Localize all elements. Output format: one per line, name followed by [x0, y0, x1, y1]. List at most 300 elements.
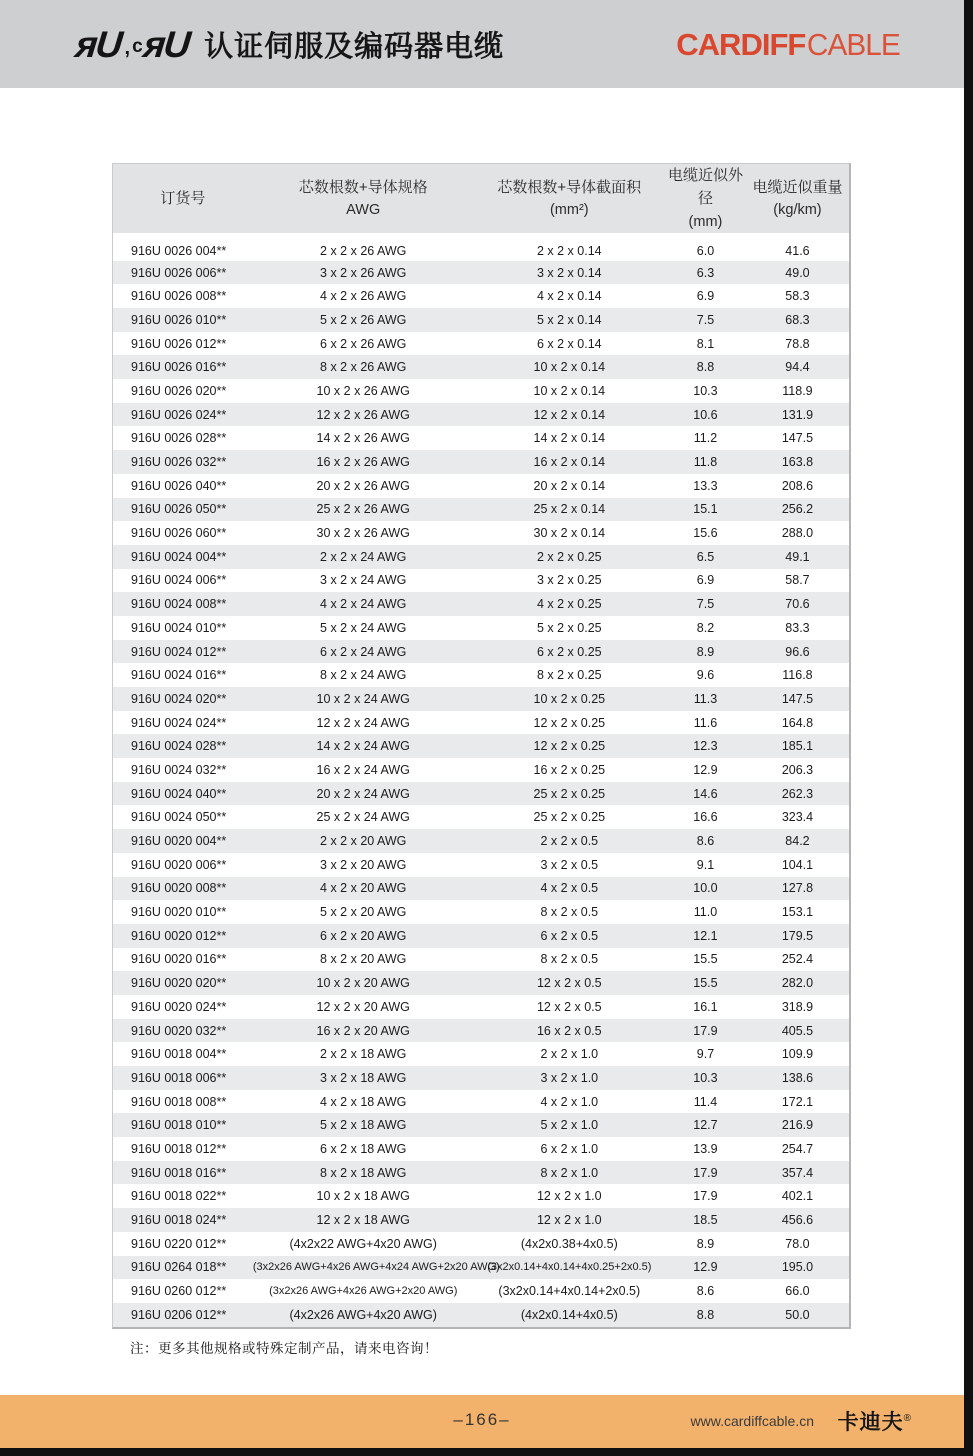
- table-cell: 916U 0018 010**: [131, 1118, 227, 1133]
- table-row: [113, 782, 849, 806]
- scan-edge-right: [964, 0, 973, 1456]
- table-cell: 16 x 2 x 0.25: [533, 762, 606, 777]
- table-cell: (4x2x22 AWG+4x20 AWG): [289, 1236, 437, 1251]
- brand-logo-cardiff: CARDIFF: [676, 26, 806, 62]
- table-cell: 12.9: [693, 762, 718, 777]
- table-row: [113, 355, 849, 379]
- table-cell: 2 x 2 x 0.25: [536, 549, 602, 564]
- table-cell: 8.9: [696, 1236, 715, 1251]
- table-row: [113, 545, 849, 569]
- table-cell: 256.2: [781, 502, 814, 517]
- table-cell: 147.5: [781, 431, 814, 446]
- table-row: [113, 1256, 849, 1280]
- column-header-outer-diameter: [665, 164, 746, 237]
- table-cell: 15.5: [693, 976, 718, 991]
- table-cell: 2 x 2 x 24 AWG: [320, 549, 407, 564]
- table-cell: 30 x 2 x 0.14: [533, 526, 606, 541]
- column-header-label: 芯数根数+导体规格: [298, 178, 428, 196]
- column-header-weight: [746, 164, 849, 237]
- table-cell: 10 x 2 x 0.25: [533, 691, 606, 706]
- table-cell: 11.2: [693, 431, 718, 446]
- ul-separator: ,: [124, 36, 131, 59]
- table-cell: 138.6: [781, 1070, 814, 1085]
- table-row: [113, 474, 849, 498]
- table-row: [113, 569, 849, 593]
- table-cell: 8.8: [696, 360, 715, 375]
- table-cell: 14 x 2 x 0.14: [533, 431, 606, 446]
- column-header-label: 电缆近似重量: [752, 178, 843, 196]
- table-cell: 916U 0020 016**: [131, 952, 227, 967]
- table-cell: 10.0: [693, 881, 718, 896]
- table-cell: 402.1: [781, 1189, 814, 1204]
- table-row: [113, 379, 849, 403]
- table-cell: 17.9: [693, 1189, 718, 1204]
- column-header-sublabel: (mm): [688, 213, 723, 230]
- table-cell: 78.8: [785, 336, 810, 351]
- table-cell: 131.9: [781, 407, 814, 422]
- table-cell: 916U 0018 012**: [131, 1141, 227, 1156]
- table-cell: 5 x 2 x 0.14: [536, 312, 602, 327]
- table-cell: 5 x 2 x 20 AWG: [320, 905, 407, 920]
- table-cell: 8 x 2 x 18 AWG: [320, 1165, 407, 1180]
- table-cell: 164.8: [781, 715, 814, 730]
- table-cell: 179.5: [781, 928, 814, 943]
- table-cell: 30 x 2 x 26 AWG: [316, 526, 410, 541]
- table-cell: 20 x 2 x 26 AWG: [316, 478, 410, 493]
- table-cell: 50.0: [785, 1307, 810, 1322]
- table-cell: 25 x 2 x 0.25: [533, 786, 606, 801]
- table-cell: 916U 0264 018**: [131, 1260, 227, 1275]
- table-cell: 8 x 2 x 24 AWG: [320, 668, 407, 683]
- table-cell: 25 x 2 x 24 AWG: [316, 810, 410, 825]
- table-cell: 96.6: [785, 644, 810, 659]
- table-cell: 7.5: [696, 312, 715, 327]
- table-cell: 262.3: [781, 786, 814, 801]
- table-row: [113, 805, 849, 829]
- table-row: [113, 261, 849, 285]
- table-cell: 16 x 2 x 24 AWG: [316, 762, 410, 777]
- column-header-sublabel: (mm²): [549, 201, 589, 218]
- table-cell: 15.1: [693, 502, 718, 517]
- table-cell: 916U 0018 016**: [131, 1165, 227, 1180]
- table-cell: 25 x 2 x 26 AWG: [316, 502, 410, 517]
- table-cell: 12 x 2 x 26 AWG: [316, 407, 410, 422]
- table-cell: 2 x 2 x 26 AWG: [320, 243, 407, 258]
- table-cell: 14.6: [693, 786, 718, 801]
- table-cell: 16 x 2 x 0.5: [536, 1023, 602, 1038]
- table-cell: 3 x 2 x 18 AWG: [320, 1070, 407, 1085]
- table-cell: 127.8: [781, 881, 814, 896]
- table-cell: 18.5: [693, 1213, 718, 1227]
- table-cell: 10 x 2 x 18 AWG: [316, 1189, 410, 1204]
- table-cell: 41.6: [785, 243, 810, 258]
- table-cell: 11.4: [693, 1094, 718, 1109]
- table-cell: 916U 0024 006**: [131, 573, 227, 588]
- table-row: [113, 663, 849, 687]
- table-cell: 916U 0220 012**: [131, 1236, 227, 1251]
- table-cell: 3 x 2 x 0.14: [536, 265, 602, 280]
- table-cell: 16 x 2 x 0.14: [533, 455, 606, 469]
- column-header-label: 订货号: [160, 189, 206, 207]
- table-cell: 6 x 2 x 0.25: [536, 644, 602, 659]
- table-cell: 916U 0018 024**: [131, 1213, 227, 1227]
- page-footer: [0, 1395, 964, 1448]
- table-cell: 5 x 2 x 26 AWG: [320, 312, 407, 327]
- table-cell: 6.3: [696, 265, 715, 280]
- table-cell: 10 x 2 x 24 AWG: [316, 691, 410, 706]
- column-header-sublabel: (kg/km): [773, 201, 822, 218]
- table-cell: 916U 0020 010**: [131, 905, 227, 920]
- table-cell: 916U 0020 012**: [131, 928, 227, 943]
- table-cell: 12 x 2 x 18 AWG: [316, 1213, 410, 1227]
- table-cell: 16 x 2 x 26 AWG: [316, 455, 410, 469]
- table-cell: 282.0: [781, 976, 814, 991]
- table-cell: 12 x 2 x 0.5: [536, 999, 602, 1014]
- table-row: [113, 995, 849, 1019]
- table-cell: 8 x 2 x 1.0: [540, 1165, 599, 1180]
- table-cell: (4x2x0.14+4x0.5): [520, 1307, 618, 1322]
- table-cell: 8 x 2 x 26 AWG: [320, 360, 407, 375]
- brand-logo-cable: CABLE: [807, 26, 901, 62]
- table-cell: (3x2x26 AWG+4x26 AWG+2x20 AWG): [269, 1285, 458, 1298]
- table-cell: 109.9: [781, 1047, 814, 1062]
- table-row: [113, 521, 849, 545]
- cul-certification-icon: ᴙU: [141, 23, 191, 65]
- table-cell: 4 x 2 x 18 AWG: [320, 1094, 407, 1109]
- table-cell: 916U 0024 028**: [131, 739, 227, 754]
- ul-certification-icon: ᴙU: [73, 23, 123, 65]
- table-cell: 916U 0024 008**: [131, 597, 227, 612]
- table-cell: 916U 0020 008**: [131, 881, 227, 896]
- table-cell: 8.9: [696, 644, 715, 659]
- table-row: [113, 237, 849, 261]
- table-row: [113, 1090, 849, 1114]
- table-cell: 10 x 2 x 26 AWG: [316, 383, 410, 398]
- table-cell: 11.0: [693, 905, 718, 920]
- table-cell: 8.8: [696, 1307, 715, 1322]
- table-cell: 6.5: [696, 549, 715, 564]
- table-cell: 12.7: [693, 1118, 718, 1133]
- page-title: 认证伺服及编码器电缆: [204, 30, 505, 63]
- table-row: [113, 734, 849, 758]
- table-cell: 14 x 2 x 26 AWG: [316, 431, 410, 446]
- table-cell: 12.3: [693, 739, 718, 754]
- table-cell: 916U 0024 004**: [131, 549, 227, 564]
- table-cell: 4 x 2 x 0.14: [536, 289, 602, 304]
- table-cell: 10 x 2 x 0.14: [533, 360, 606, 375]
- table-cell: 916U 0024 024**: [131, 715, 227, 730]
- table-row: [113, 1042, 849, 1066]
- table-cell: 68.3: [785, 312, 810, 327]
- table-cell: 16.6: [693, 810, 718, 825]
- page-header: [0, 0, 964, 88]
- table-cell: 916U 0026 012**: [131, 336, 227, 351]
- table-cell: 6 x 2 x 0.14: [536, 336, 602, 351]
- column-header-cross-section: [474, 164, 665, 237]
- table-cell: 78.0: [785, 1236, 810, 1251]
- table-row: [113, 1161, 849, 1185]
- table-cell: 12 x 2 x 1.0: [536, 1213, 602, 1227]
- table-cell: 12 x 2 x 0.25: [533, 715, 606, 730]
- table-cell: 916U 0018 008**: [131, 1094, 227, 1109]
- table-cell: 8 x 2 x 0.25: [536, 668, 602, 683]
- table-cell: 94.4: [785, 360, 810, 375]
- table-cell: 58.3: [785, 289, 810, 304]
- table-cell: 2 x 2 x 0.14: [536, 243, 602, 258]
- table-cell: 5 x 2 x 0.25: [536, 620, 602, 635]
- cul-c-letter: c: [132, 36, 143, 57]
- table-cell: (3x2x0.14+4x0.14+2x0.5): [498, 1284, 641, 1299]
- table-cell: 916U 0020 006**: [131, 857, 227, 872]
- table-cell: 916U 0026 024**: [131, 407, 227, 422]
- table-cell: 10 x 2 x 0.14: [533, 383, 606, 398]
- table-cell: 12 x 2 x 0.5: [536, 976, 602, 991]
- table-cell: 147.5: [781, 691, 814, 706]
- table-cell: 15.6: [693, 526, 718, 541]
- table-cell: 916U 0026 050**: [131, 502, 227, 517]
- table-cell: 10.6: [693, 407, 718, 422]
- table-cell: 916U 0260 012**: [131, 1284, 227, 1299]
- table-cell: 49.0: [785, 265, 810, 280]
- table-cell: 9.7: [696, 1047, 715, 1062]
- table-row: [113, 640, 849, 664]
- table-cell: 3 x 2 x 1.0: [540, 1070, 599, 1085]
- table-cell: 216.9: [781, 1118, 814, 1133]
- table-cell: 3 x 2 x 24 AWG: [320, 573, 407, 588]
- table-row: [113, 616, 849, 640]
- table-cell: 916U 0026 028**: [131, 431, 227, 446]
- table-body: [113, 237, 849, 1327]
- table-row: [113, 1208, 849, 1232]
- table-cell: 6.9: [696, 573, 715, 588]
- table-cell: 6.9: [696, 289, 715, 304]
- table-cell: 58.7: [785, 573, 810, 588]
- table-cell: 5 x 2 x 24 AWG: [320, 620, 407, 635]
- table-row: [113, 829, 849, 853]
- table-cell: 916U 0026 040**: [131, 478, 227, 493]
- table-cell: 405.5: [781, 1023, 814, 1038]
- table-cell: 20 x 2 x 0.14: [533, 478, 606, 493]
- table-cell: 4 x 2 x 24 AWG: [320, 597, 407, 612]
- table-cell: 9.6: [696, 668, 715, 683]
- table-cell: 916U 0026 020**: [131, 383, 227, 398]
- table-cell: 185.1: [781, 739, 814, 754]
- column-header-order-no: [113, 164, 253, 237]
- table-cell: 6 x 2 x 0.5: [540, 928, 599, 943]
- table-cell: 916U 0024 010**: [131, 620, 227, 635]
- column-header-sublabel: AWG: [346, 201, 381, 218]
- table-cell: 195.0: [781, 1260, 814, 1275]
- table-cell: 12 x 2 x 20 AWG: [316, 999, 410, 1014]
- table-cell: 916U 0024 020**: [131, 691, 227, 706]
- table-cell: 916U 0024 016**: [131, 668, 227, 683]
- table-cell: 25 x 2 x 0.25: [533, 810, 606, 825]
- table-cell: 17.9: [693, 1023, 718, 1038]
- table-cell: 916U 0020 004**: [131, 834, 227, 848]
- table-cell: 3 x 2 x 20 AWG: [320, 857, 407, 872]
- table-cell: 10.3: [693, 383, 718, 398]
- table-cell: 916U 0026 010**: [131, 312, 227, 327]
- table-cell: 10 x 2 x 20 AWG: [316, 976, 410, 991]
- table-cell: 83.3: [785, 620, 810, 635]
- table-cell: 916U 0018 006**: [131, 1070, 227, 1085]
- table-cell: 8.6: [696, 1284, 715, 1299]
- table-cell: 5 x 2 x 18 AWG: [320, 1118, 407, 1133]
- table-row: [113, 877, 849, 901]
- table-row: [113, 900, 849, 924]
- table-row: [113, 1184, 849, 1208]
- table-cell: 288.0: [781, 526, 814, 541]
- table-row: [113, 403, 849, 427]
- table-cell: 208.6: [781, 478, 814, 493]
- table-cell: (4x2x26 AWG+4x20 AWG): [289, 1307, 437, 1322]
- table-cell: 8.6: [696, 834, 715, 848]
- table-cell: 916U 0020 024**: [131, 999, 227, 1014]
- table-header-row: [113, 164, 849, 237]
- table-cell: (3x2x0.14+4x0.14+4x0.25+2x0.5): [487, 1261, 652, 1274]
- table-row: [113, 971, 849, 995]
- table-cell: 13.9: [693, 1141, 718, 1156]
- table-row: [113, 592, 849, 616]
- table-cell: 916U 0018 022**: [131, 1189, 227, 1204]
- table-cell: 4 x 2 x 1.0: [540, 1094, 599, 1109]
- table-cell: 456.6: [781, 1213, 814, 1227]
- table-cell: 16.1: [693, 999, 718, 1014]
- table-row: [113, 1019, 849, 1043]
- table-cell: 254.7: [781, 1141, 814, 1156]
- brand-logo: [676, 26, 902, 62]
- table-cell: 916U 0026 004**: [131, 243, 227, 258]
- table-cell: 4 x 2 x 26 AWG: [320, 289, 407, 304]
- column-header-label: 电缆近似外径: [667, 167, 743, 208]
- table-cell: 172.1: [781, 1094, 814, 1109]
- table-cell: 11.8: [693, 455, 718, 469]
- table-row: [113, 1279, 849, 1303]
- table-cell: 118.9: [782, 383, 813, 398]
- table-cell: 12.9: [693, 1260, 718, 1275]
- table-row: [113, 924, 849, 948]
- table-cell: 4 x 2 x 0.5: [540, 881, 599, 896]
- table-row: [113, 332, 849, 356]
- cable-table: [113, 164, 849, 1327]
- table-cell: 916U 0018 004**: [131, 1047, 227, 1062]
- table-cell: 916U 0206 012**: [131, 1307, 227, 1322]
- table-cell: 916U 0020 032**: [131, 1023, 227, 1038]
- table-cell: 3 x 2 x 0.5: [540, 857, 599, 872]
- table-row: [113, 308, 849, 332]
- table-cell: 17.9: [693, 1165, 718, 1180]
- table-cell: 66.0: [785, 1284, 810, 1299]
- table-cell: 6 x 2 x 24 AWG: [320, 644, 407, 659]
- table-cell: 4 x 2 x 20 AWG: [320, 881, 407, 896]
- table-cell: 15.5: [693, 952, 718, 967]
- table-cell: 6 x 2 x 18 AWG: [320, 1141, 407, 1156]
- table-cell: 916U 0024 040**: [131, 786, 227, 801]
- table-cell: 49.1: [785, 549, 810, 564]
- column-header-label: 芯数根数+导体截面积: [497, 178, 642, 196]
- table-row: [113, 1232, 849, 1256]
- table-cell: 14 x 2 x 24 AWG: [316, 739, 410, 754]
- table-cell: 9.1: [696, 857, 715, 872]
- table-row: [113, 1113, 849, 1137]
- table-cell: 70.6: [785, 597, 810, 612]
- table-cell: 357.4: [781, 1165, 814, 1180]
- table-cell: 20 x 2 x 24 AWG: [316, 786, 410, 801]
- table-cell: 8 x 2 x 0.5: [540, 952, 599, 967]
- table-cell: 12 x 2 x 24 AWG: [316, 715, 410, 730]
- website-url[interactable]: www.cardiffcable.cn: [690, 1413, 814, 1429]
- table-row: [113, 1066, 849, 1090]
- column-header-awg-spec: [253, 164, 474, 237]
- table-cell: 104.1: [781, 857, 814, 872]
- page-number: –166–: [453, 1410, 511, 1429]
- table-cell: 916U 0026 006**: [131, 265, 227, 280]
- table-cell: 12.1: [693, 928, 718, 943]
- table-cell: 3 x 2 x 0.25: [536, 573, 602, 588]
- table-cell: 318.9: [781, 999, 814, 1014]
- table-row: [113, 853, 849, 877]
- table-cell: 13.3: [693, 478, 718, 493]
- table-cell: 6 x 2 x 1.0: [540, 1141, 599, 1156]
- table-cell: 916U 0024 012**: [131, 644, 227, 659]
- table-row: [113, 1137, 849, 1161]
- table-cell: 916U 0026 016**: [131, 360, 227, 375]
- table-cell: 2 x 2 x 20 AWG: [320, 834, 407, 848]
- table-cell: 153.1: [781, 905, 814, 920]
- table-cell: 916U 0026 008**: [131, 289, 227, 304]
- table-cell: 11.6: [693, 715, 718, 730]
- table-cell: 6 x 2 x 20 AWG: [320, 928, 407, 943]
- table-row: [113, 758, 849, 782]
- table-cell: 2 x 2 x 18 AWG: [320, 1047, 407, 1062]
- table-cell: 8.1: [696, 336, 715, 351]
- brand-chinese: [838, 1406, 912, 1436]
- table-cell: 916U 0026 032**: [131, 455, 227, 469]
- table-cell: 25 x 2 x 0.14: [533, 502, 606, 517]
- table-cell: 6.0: [696, 243, 715, 258]
- table-row: [113, 426, 849, 450]
- table-cell: 323.4: [781, 810, 814, 825]
- table-cell: 16 x 2 x 20 AWG: [316, 1023, 410, 1038]
- table-cell: 10.3: [693, 1070, 718, 1085]
- table-row: [113, 284, 849, 308]
- header-left: [73, 23, 505, 65]
- table-cell: 8.2: [696, 620, 715, 635]
- table-cell: 7.5: [696, 597, 715, 612]
- table-cell: 916U 0024 032**: [131, 762, 227, 777]
- table-row: [113, 711, 849, 735]
- table-cell: 3 x 2 x 26 AWG: [320, 265, 407, 280]
- table-cell: 6 x 2 x 26 AWG: [320, 336, 407, 351]
- table-cell: 11.3: [693, 691, 718, 706]
- note-text: 注：更多其他规格或特殊定制产品，请来电咨询！: [130, 1341, 438, 1356]
- table-cell: 916U 0024 050**: [131, 810, 227, 825]
- table-cell: 916U 0026 060**: [131, 526, 227, 541]
- table-cell: 84.2: [785, 834, 810, 848]
- table-cell: 163.8: [781, 455, 814, 469]
- table-cell: 916U 0020 020**: [131, 976, 227, 991]
- table-cell: (3x2x26 AWG+4x26 AWG+4x24 AWG+2x20 AWG): [252, 1261, 500, 1274]
- scan-edge-bottom: [0, 1448, 973, 1456]
- table-cell: 4 x 2 x 0.25: [536, 597, 602, 612]
- table-row: [113, 450, 849, 474]
- table-row: [113, 498, 849, 522]
- table-cell: 8 x 2 x 0.5: [540, 905, 599, 920]
- table-cell: 12 x 2 x 1.0: [536, 1189, 602, 1204]
- product-spec-table: [112, 163, 851, 1329]
- table-cell: 5 x 2 x 1.0: [540, 1118, 599, 1133]
- table-cell: 8 x 2 x 20 AWG: [320, 952, 407, 967]
